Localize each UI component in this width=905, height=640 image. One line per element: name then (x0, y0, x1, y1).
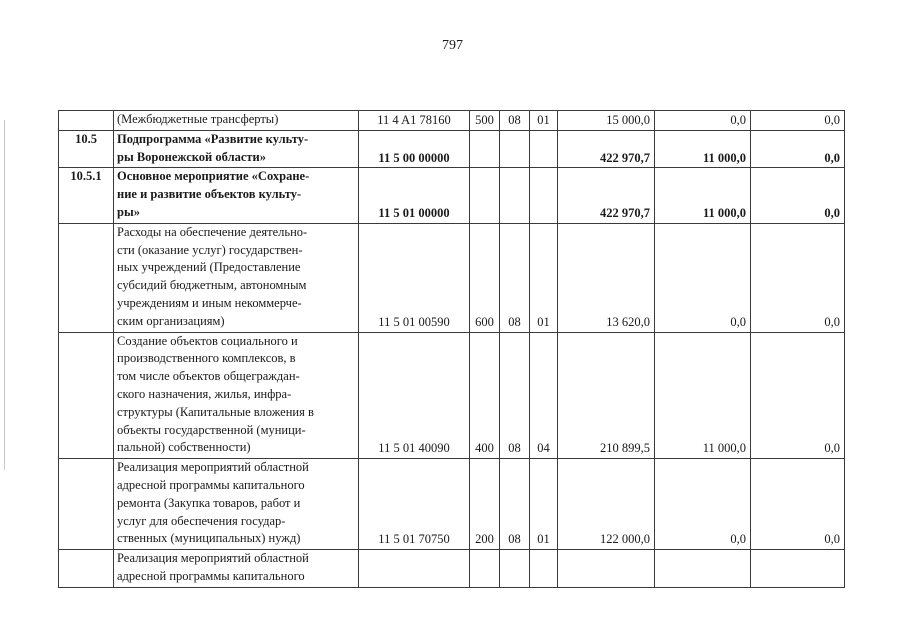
section-code: 08 (500, 332, 530, 459)
budget-code: 11 5 01 00590 (359, 223, 470, 332)
row-number: 10.5 (59, 130, 114, 168)
row-name (114, 130, 359, 168)
section-code (500, 550, 530, 588)
expense-type-code: 400 (470, 332, 500, 459)
row-name (114, 550, 359, 588)
expense-type-code: 200 (470, 459, 500, 550)
scan-margin-line (4, 120, 5, 470)
amount-year-2: 0,0 (655, 111, 751, 131)
expense-type-code (470, 130, 500, 168)
row-number (59, 459, 114, 550)
table-row (59, 168, 845, 223)
amount-year-2: 0,0 (655, 223, 751, 332)
subsection-code: 01 (530, 223, 558, 332)
row-name (114, 332, 359, 459)
row-name-line: Расходы на обеспечение деятельно- (117, 224, 308, 239)
amount-year-3: 0,0 (751, 111, 845, 131)
budget-code: 11 5 01 00000 (359, 168, 470, 223)
amount-year-2: 11 000,0 (655, 168, 751, 223)
subsection-code (530, 168, 558, 223)
amount-year-3: 0,0 (751, 168, 845, 223)
table-row (59, 223, 845, 332)
row-name-line: услуг для обеспечения государ- (117, 513, 286, 528)
subsection-code: 04 (530, 332, 558, 459)
row-name-line: ственных (муниципальных) нужд) (117, 531, 301, 546)
row-name-line: ским организациям) (117, 313, 225, 328)
row-name (114, 111, 359, 131)
amount-year-1: 13 620,0 (558, 223, 655, 332)
expense-type-code (470, 168, 500, 223)
amount-year-2: 11 000,0 (655, 332, 751, 459)
section-code (500, 168, 530, 223)
amount-year-1: 210 899,5 (558, 332, 655, 459)
page-number: 797 (442, 38, 463, 53)
table-body (59, 111, 845, 588)
amount-year-1: 422 970,7 (558, 130, 655, 168)
row-name-line: ремонта (Закупка товаров, работ и (117, 495, 301, 510)
row-name-line: учреждениям и иным некоммерче- (117, 295, 302, 310)
subsection-code: 01 (530, 111, 558, 131)
row-number (59, 111, 114, 131)
table-row (59, 130, 845, 168)
amount-year-2: 0,0 (655, 459, 751, 550)
section-code: 08 (500, 223, 530, 332)
row-number (59, 223, 114, 332)
amount-year-3: 0,0 (751, 130, 845, 168)
section-code (500, 130, 530, 168)
expense-type-code: 500 (470, 111, 500, 131)
budget-code (359, 550, 470, 588)
row-name-line: Подпрограмма «Развитие культу- (117, 131, 309, 146)
subsection-code: 01 (530, 459, 558, 550)
row-number (59, 550, 114, 588)
table-row (59, 332, 845, 459)
row-name-line: Создание объектов социального и (117, 333, 298, 348)
amount-year-2 (655, 550, 751, 588)
amount-year-1: 422 970,7 (558, 168, 655, 223)
row-name (114, 168, 359, 223)
row-name-line: Реализация мероприятий областной (117, 551, 309, 566)
row-name-line: том числе объектов общеграждан- (117, 369, 300, 384)
row-name-line: Основное мероприятие «Сохране- (117, 169, 310, 184)
row-name-line: структуры (Капитальные вложения в (117, 404, 314, 419)
row-number (59, 332, 114, 459)
row-name-line: субсидий бюджетным, автономным (117, 278, 307, 293)
row-name-line: ры» (117, 204, 140, 219)
table-row (59, 459, 845, 550)
row-name (114, 223, 359, 332)
budget-table (58, 110, 845, 588)
subsection-code (530, 130, 558, 168)
row-name-line: ры Воронежской области» (117, 149, 266, 164)
amount-year-3 (751, 550, 845, 588)
budget-code: 11 5 01 40090 (359, 332, 470, 459)
amount-year-3: 0,0 (751, 459, 845, 550)
amount-year-1 (558, 550, 655, 588)
table-row (59, 111, 845, 131)
amount-year-1: 15 000,0 (558, 111, 655, 131)
amount-year-1: 122 000,0 (558, 459, 655, 550)
row-name-line: ние и развитие объектов культу- (117, 187, 302, 202)
row-name (114, 459, 359, 550)
budget-code: 11 5 00 00000 (359, 130, 470, 168)
row-number: 10.5.1 (59, 168, 114, 223)
row-name-line: адресной программы капитального (117, 568, 305, 583)
row-name-line: ных учреждений (Предоставление (117, 260, 301, 275)
row-name-line: адресной программы капитального (117, 477, 305, 492)
expense-type-code: 600 (470, 223, 500, 332)
row-name-line: объекты государственной (муници- (117, 422, 306, 437)
amount-year-2: 11 000,0 (655, 130, 751, 168)
expense-type-code (470, 550, 500, 588)
row-name-line: сти (оказание услуг) государствен- (117, 242, 303, 257)
row-name-line: Реализация мероприятий областной (117, 460, 309, 475)
table-row (59, 550, 845, 588)
amount-year-3: 0,0 (751, 332, 845, 459)
subsection-code (530, 550, 558, 588)
row-name-line: ского назначения, жилья, инфра- (117, 386, 292, 401)
row-name-line: пальной) собственности) (117, 440, 251, 455)
budget-code: 11 4 A1 78160 (359, 111, 470, 131)
row-name-line: (Межбюджетные трансферты) (117, 112, 279, 126)
budget-code: 11 5 01 70750 (359, 459, 470, 550)
amount-year-3: 0,0 (751, 223, 845, 332)
section-code: 08 (500, 459, 530, 550)
section-code: 08 (500, 111, 530, 131)
row-name-line: производственного комплексов, в (117, 351, 296, 366)
